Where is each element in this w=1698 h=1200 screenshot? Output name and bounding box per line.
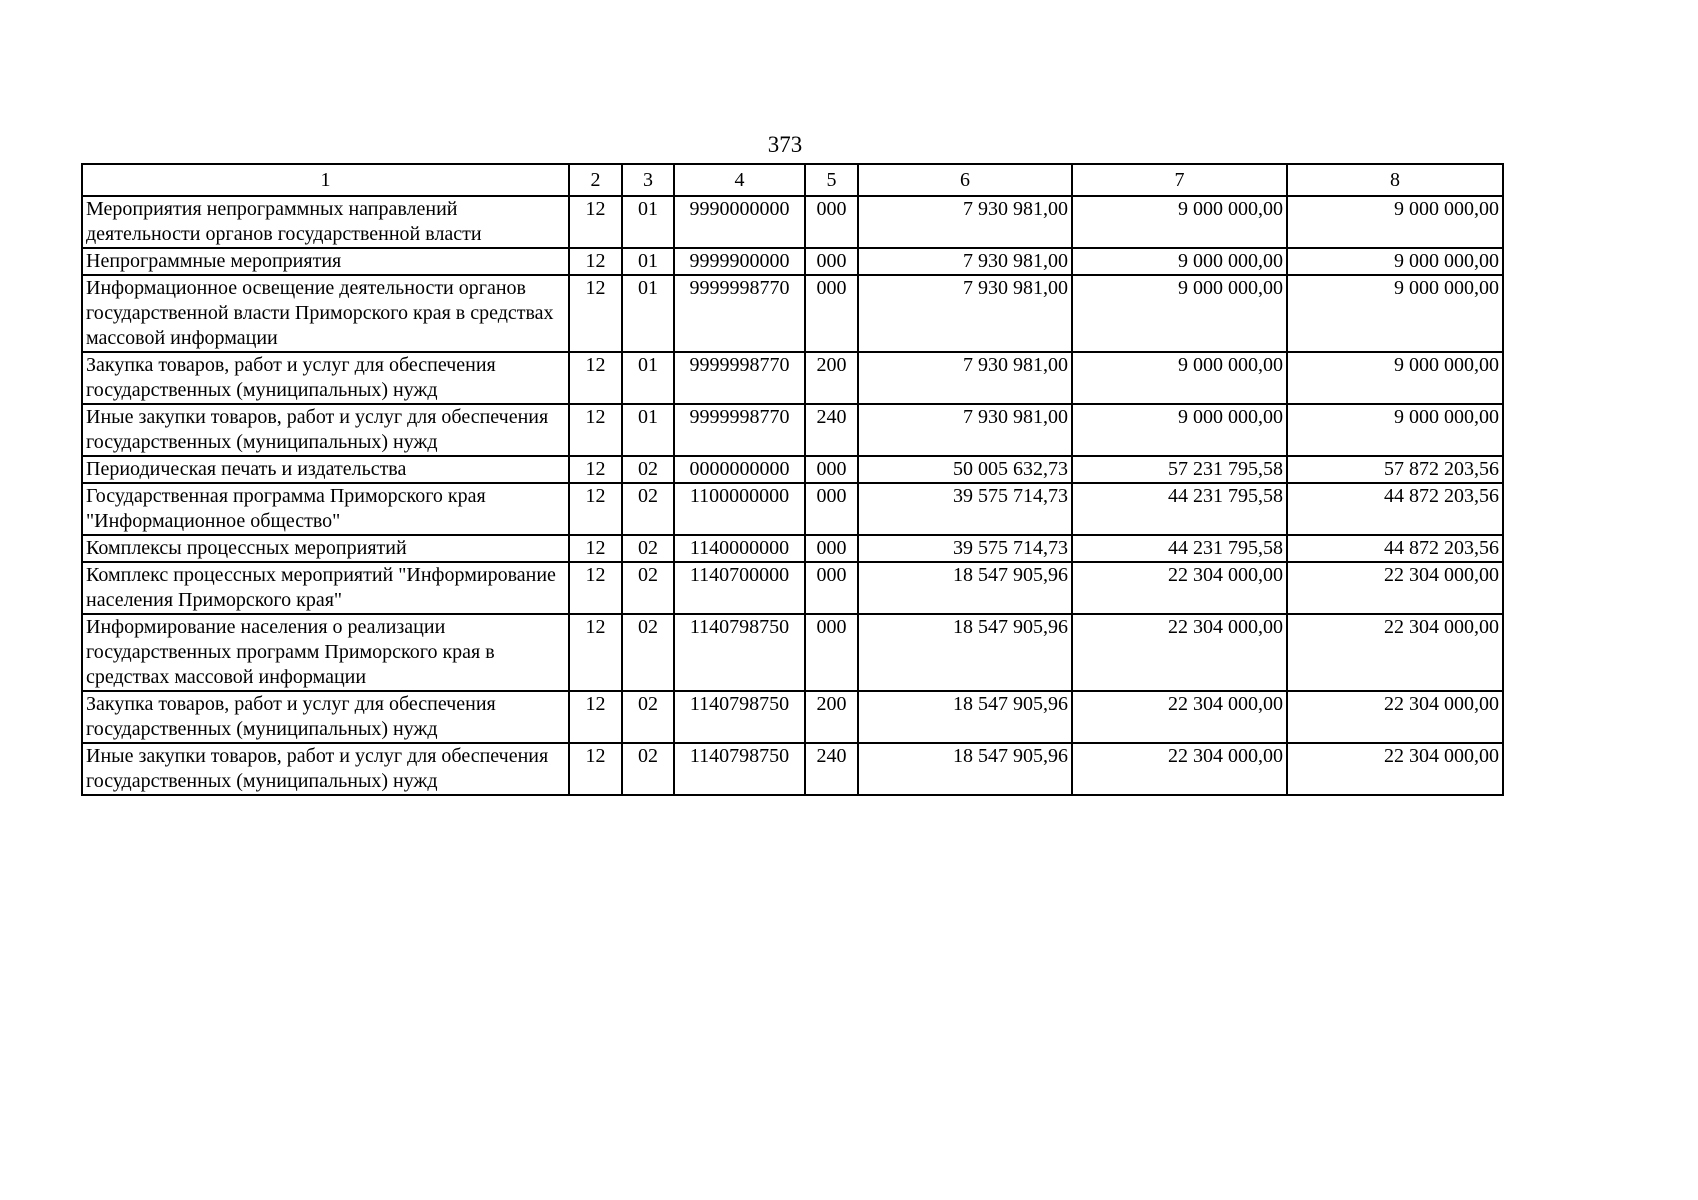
subsection-code: 01 (622, 404, 674, 456)
amount-year-2: 9 000 000,00 (1072, 248, 1287, 275)
section-code: 12 (569, 248, 622, 275)
amount-year-3: 22 304 000,00 (1287, 743, 1503, 795)
expense-type-code: 000 (805, 535, 858, 562)
amount-year-1: 18 547 905,96 (858, 614, 1072, 691)
item-name: Информирование населения о реализации государственных программ Приморского края в средствах массовой информации (82, 614, 569, 691)
section-code: 12 (569, 196, 622, 248)
target-article-code: 9999900000 (674, 248, 805, 275)
section-code: 12 (569, 691, 622, 743)
section-code: 12 (569, 535, 622, 562)
table-row (82, 352, 1503, 404)
column-header-5: 5 (805, 164, 858, 196)
table-row (82, 614, 1503, 691)
expense-type-code: 200 (805, 352, 858, 404)
amount-year-1: 39 575 714,73 (858, 483, 1072, 535)
amount-year-2: 44 231 795,58 (1072, 483, 1287, 535)
target-article-code: 9999998770 (674, 275, 805, 352)
section-code: 12 (569, 456, 622, 483)
item-name: Комплекс процессных мероприятий "Информирование населения Приморского края" (82, 562, 569, 614)
expense-type-code: 000 (805, 483, 858, 535)
amount-year-2: 9 000 000,00 (1072, 404, 1287, 456)
header-row (82, 164, 1503, 196)
amount-year-2: 22 304 000,00 (1072, 691, 1287, 743)
target-article-code: 1140700000 (674, 562, 805, 614)
amount-year-3: 9 000 000,00 (1287, 404, 1503, 456)
amount-year-3: 9 000 000,00 (1287, 352, 1503, 404)
amount-year-1: 18 547 905,96 (858, 743, 1072, 795)
table-row (82, 248, 1503, 275)
amount-year-2: 9 000 000,00 (1072, 352, 1287, 404)
amount-year-2: 9 000 000,00 (1072, 196, 1287, 248)
amount-year-2: 22 304 000,00 (1072, 743, 1287, 795)
amount-year-1: 7 930 981,00 (858, 248, 1072, 275)
item-name: Государственная программа Приморского края "Информационное общество" (82, 483, 569, 535)
amount-year-1: 39 575 714,73 (858, 535, 1072, 562)
target-article-code: 9999998770 (674, 404, 805, 456)
amount-year-3: 57 872 203,56 (1287, 456, 1503, 483)
item-name: Непрограммные мероприятия (82, 248, 569, 275)
item-name: Мероприятия непрограммных направлений деятельности органов государственной власти (82, 196, 569, 248)
table-row (82, 483, 1503, 535)
amount-year-2: 9 000 000,00 (1072, 275, 1287, 352)
amount-year-3: 22 304 000,00 (1287, 691, 1503, 743)
subsection-code: 01 (622, 275, 674, 352)
subsection-code: 02 (622, 562, 674, 614)
expense-type-code: 000 (805, 248, 858, 275)
subsection-code: 02 (622, 743, 674, 795)
subsection-code: 02 (622, 614, 674, 691)
item-name: Закупка товаров, работ и услуг для обеспечения государственных (муниципальных) нужд (82, 691, 569, 743)
column-header-4: 4 (674, 164, 805, 196)
expense-type-code: 240 (805, 743, 858, 795)
amount-year-1: 50 005 632,73 (858, 456, 1072, 483)
column-header-8: 8 (1287, 164, 1503, 196)
table-row (82, 743, 1503, 795)
amount-year-2: 22 304 000,00 (1072, 562, 1287, 614)
column-header-1: 1 (82, 164, 569, 196)
table-row (82, 562, 1503, 614)
amount-year-3: 22 304 000,00 (1287, 614, 1503, 691)
item-name: Информационное освещение деятельности органов государственной власти Приморского края в средствах массовой информации (82, 275, 569, 352)
amount-year-3: 9 000 000,00 (1287, 196, 1503, 248)
page-number: 373 (767, 132, 803, 157)
amount-year-3: 9 000 000,00 (1287, 248, 1503, 275)
amount-year-2: 44 231 795,58 (1072, 535, 1287, 562)
expense-type-code: 000 (805, 614, 858, 691)
section-code: 12 (569, 275, 622, 352)
table-row (82, 275, 1503, 352)
amount-year-1: 7 930 981,00 (858, 196, 1072, 248)
subsection-code: 01 (622, 352, 674, 404)
item-name: Иные закупки товаров, работ и услуг для обеспечения государственных (муниципальных) нужд (82, 743, 569, 795)
target-article-code: 1100000000 (674, 483, 805, 535)
target-article-code: 1140000000 (674, 535, 805, 562)
column-header-3: 3 (622, 164, 674, 196)
amount-year-1: 7 930 981,00 (858, 275, 1072, 352)
amount-year-1: 18 547 905,96 (858, 691, 1072, 743)
target-article-code: 9990000000 (674, 196, 805, 248)
expense-type-code: 240 (805, 404, 858, 456)
column-header-7: 7 (1072, 164, 1287, 196)
expense-type-code: 000 (805, 456, 858, 483)
section-code: 12 (569, 404, 622, 456)
column-header-6: 6 (858, 164, 1072, 196)
amount-year-3: 44 872 203,56 (1287, 483, 1503, 535)
target-article-code: 1140798750 (674, 614, 805, 691)
amount-year-1: 7 930 981,00 (858, 404, 1072, 456)
table-row (82, 535, 1503, 562)
subsection-code: 02 (622, 456, 674, 483)
target-article-code: 1140798750 (674, 743, 805, 795)
subsection-code: 01 (622, 196, 674, 248)
subsection-code: 01 (622, 248, 674, 275)
subsection-code: 02 (622, 483, 674, 535)
item-name: Иные закупки товаров, работ и услуг для обеспечения государственных (муниципальных) нужд (82, 404, 569, 456)
table-row (82, 404, 1503, 456)
amount-year-3: 9 000 000,00 (1287, 275, 1503, 352)
subsection-code: 02 (622, 535, 674, 562)
section-code: 12 (569, 743, 622, 795)
budget-table (81, 163, 1504, 796)
amount-year-3: 44 872 203,56 (1287, 535, 1503, 562)
amount-year-2: 57 231 795,58 (1072, 456, 1287, 483)
table-row (82, 691, 1503, 743)
amount-year-1: 18 547 905,96 (858, 562, 1072, 614)
amount-year-3: 22 304 000,00 (1287, 562, 1503, 614)
table-row (82, 196, 1503, 248)
expense-type-code: 000 (805, 562, 858, 614)
item-name: Периодическая печать и издательства (82, 456, 569, 483)
target-article-code: 1140798750 (674, 691, 805, 743)
subsection-code: 02 (622, 691, 674, 743)
target-article-code: 0000000000 (674, 456, 805, 483)
column-header-2: 2 (569, 164, 622, 196)
expense-type-code: 000 (805, 196, 858, 248)
amount-year-2: 22 304 000,00 (1072, 614, 1287, 691)
section-code: 12 (569, 483, 622, 535)
section-code: 12 (569, 562, 622, 614)
item-name: Закупка товаров, работ и услуг для обеспечения государственных (муниципальных) нужд (82, 352, 569, 404)
target-article-code: 9999998770 (674, 352, 805, 404)
expense-type-code: 200 (805, 691, 858, 743)
table-row (82, 456, 1503, 483)
section-code: 12 (569, 614, 622, 691)
section-code: 12 (569, 352, 622, 404)
expense-type-code: 000 (805, 275, 858, 352)
item-name: Комплексы процессных мероприятий (82, 535, 569, 562)
amount-year-1: 7 930 981,00 (858, 352, 1072, 404)
